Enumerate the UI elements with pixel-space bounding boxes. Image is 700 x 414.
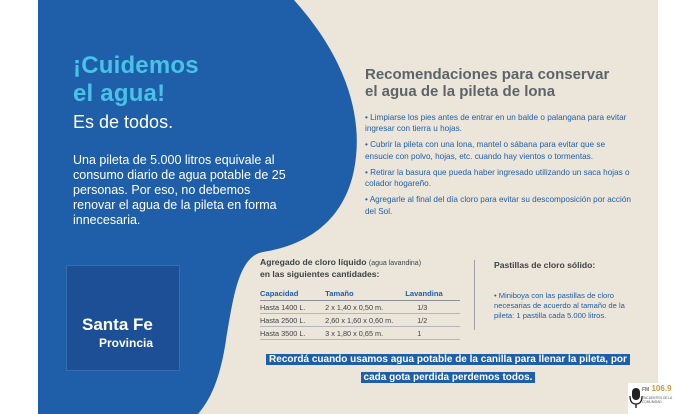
- column-header-lavandina: Lavandina: [405, 289, 460, 301]
- recommendation-item: • Cubrir la pileta con una lona, mantel o sábana para evitar que se ensucie con polvo, hojas, etc. cuando hay vientos o tormentas.: [365, 140, 605, 161]
- liquid-chlorine-title-note: (agua lavandina): [368, 260, 422, 267]
- table-row: [260, 327, 460, 340]
- table-row: [260, 301, 460, 314]
- liquid-chlorine-title-line-2: en las siguientes cantidades:: [260, 269, 380, 279]
- headline-line-1: ¡Cuidemos: [73, 52, 199, 79]
- recommendation-item: • Retirar la basura que pueda haber ingresado utilizando un saca hojas o colador hogareño.: [365, 167, 630, 189]
- headline-line-2: el agua!: [73, 80, 166, 107]
- liquid-chlorine-title-line-1: Agregado de cloro líquido: [260, 257, 367, 267]
- santa-fe-logo-subtitle: Provincia: [99, 336, 154, 350]
- liquid-chlorine-title: [260, 257, 421, 280]
- solid-chlorine-text: • Miniboya con las pastillas de cloro necesarias de acuerdo al tamaño de la pileta: 1 pastilla cada 5.000 litros.: [494, 291, 625, 320]
- recommendations-list: [365, 112, 635, 222]
- recommendations-title-line-2: el agua de la pileta de lona: [365, 83, 556, 100]
- table-cell: 2 x 1,40 x 0,50 m.: [325, 301, 405, 314]
- table-cell: Hasta 1400 L.: [260, 301, 325, 314]
- section-divider: [474, 260, 475, 330]
- chlorine-table-header-row: [260, 289, 460, 301]
- table-cell: 3 x 1,80 x 0,65 m.: [325, 327, 405, 340]
- radio-frequency: [642, 384, 672, 395]
- headline: [73, 52, 199, 108]
- santa-fe-logo-name: Santa Fe: [82, 315, 153, 334]
- reminder-banner: [258, 349, 638, 385]
- recommendation-item: • Agregarle al final del día cloro para evitar su descomposición por acción del Sol.: [365, 195, 631, 216]
- table-cell: 1/2: [405, 314, 460, 327]
- table-row: [260, 314, 460, 327]
- column-header-capacidad: Capacidad: [260, 289, 325, 301]
- table-cell: Hasta 3500 L.: [260, 327, 325, 340]
- recommendations-title-line-1: Recomendaciones para conservar: [365, 66, 610, 83]
- column-header-tamano: Tamaño: [325, 289, 405, 301]
- santa-fe-logo: [66, 265, 180, 371]
- solid-chlorine-title: Pastillas de cloro sólido:: [494, 260, 596, 270]
- radio-tagline: ENCUENTRO DE LA COMUNIDAD: [642, 396, 673, 404]
- recommendation-item: • Limpiarse los pies antes de entrar en un balde o palangana para evitar ingresar con tierra u hojas.: [365, 113, 627, 134]
- chlorine-table: [260, 289, 460, 340]
- microphone-icon: [629, 387, 643, 409]
- subheadline: Es de todos.: [73, 112, 174, 132]
- table-cell: 1/3: [405, 301, 460, 314]
- table-cell: 1: [405, 327, 460, 340]
- table-cell: 2,60 x 1,60 x 0,60 m.: [325, 314, 405, 327]
- radio-band: FM: [642, 387, 650, 393]
- reminder-text: Recordá cuando usamos agua potable de la canilla para llenar la pileta, por cada gota perdida perdemos todos.: [266, 354, 630, 383]
- radio-frequency-number: 106.9: [651, 384, 672, 393]
- recommendations-title: [365, 66, 609, 100]
- radio-station-logo: [628, 383, 686, 414]
- intro-paragraph: Una pileta de 5.000 litros equivale al consumo diario de agua potable de 25 personas. Por eso, no debemos renovar el agua de la pileta en forma innecesaria.: [73, 153, 286, 227]
- table-cell: Hasta 2500 L.: [260, 314, 325, 327]
- poster: [38, 0, 658, 414]
